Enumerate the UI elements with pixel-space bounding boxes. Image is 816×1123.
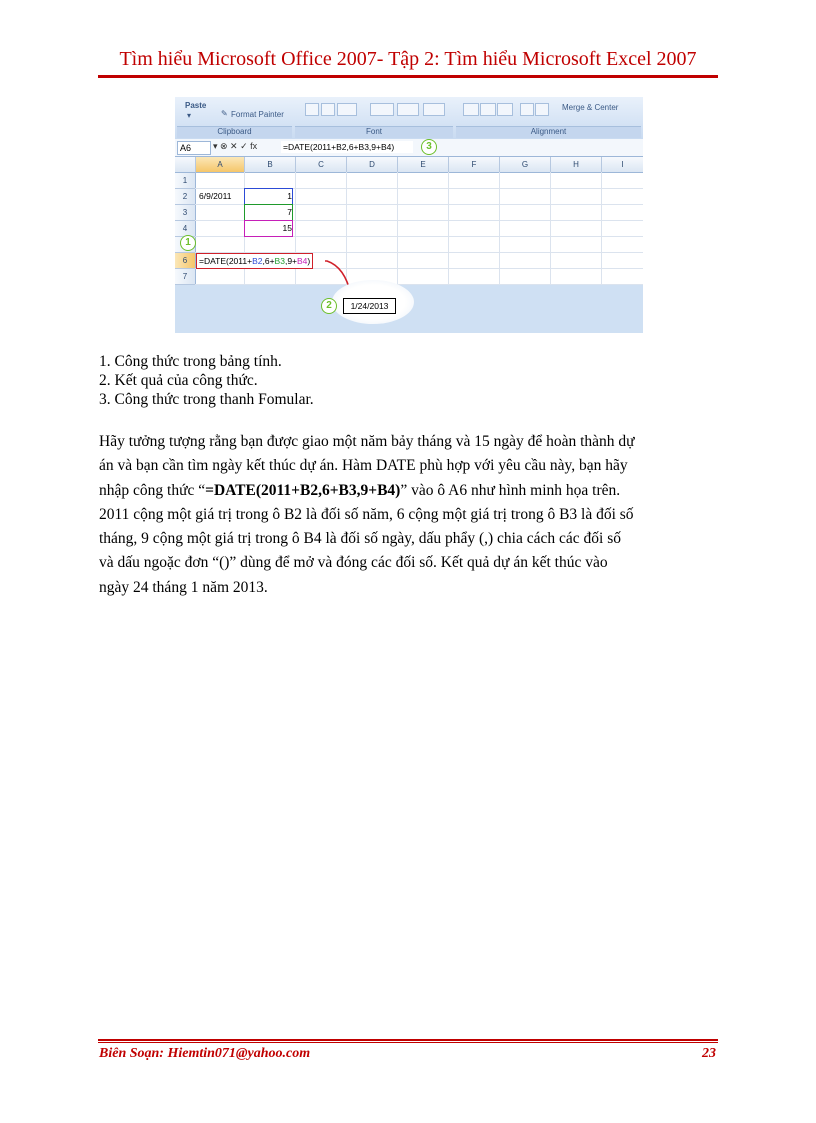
- paste-button[interactable]: Paste: [185, 101, 207, 110]
- row-header-3[interactable]: 3: [175, 205, 196, 221]
- paragraph-line: ngày 24 tháng 1 năm 2013.: [99, 578, 268, 596]
- column-header-c[interactable]: C: [296, 157, 347, 173]
- footer-divider: [98, 1039, 718, 1041]
- column-header-b[interactable]: B: [245, 157, 296, 173]
- page-header-title: Tìm hiểu Microsoft Office 2007- Tập 2: Tìm hiểu Microsoft Excel 2007: [119, 48, 697, 70]
- column-header-g[interactable]: G: [500, 157, 551, 173]
- caption-1: 1. Công thức trong bảng tính.: [99, 353, 282, 370]
- body-paragraph: [99, 430, 724, 600]
- formula-ref-b4: B4: [297, 256, 308, 266]
- cell-b4[interactable]: 15: [245, 221, 292, 236]
- cell-b3[interactable]: 7: [245, 205, 292, 220]
- column-header-d[interactable]: D: [347, 157, 398, 173]
- row-header-1[interactable]: 1: [175, 173, 196, 189]
- formula-suffix: ): [307, 256, 311, 266]
- row-header-4[interactable]: 4: [175, 221, 196, 237]
- paste-dropdown-icon[interactable]: ▾: [187, 111, 192, 120]
- font-group-label: Font: [295, 126, 453, 138]
- text-span: ” vào ô A6 như hình minh họa trên.: [400, 481, 621, 499]
- callout-3: 3: [421, 139, 437, 155]
- result-cell: 1/24/2013: [343, 298, 396, 314]
- formula-ref-b3: B3: [274, 256, 285, 266]
- clipboard-group-label: Clipboard: [177, 126, 292, 138]
- format-painter-icon[interactable]: ✎: [221, 109, 228, 118]
- row-header-6[interactable]: 6: [175, 253, 196, 269]
- caption-2: 2. Kết quả của công thức.: [99, 372, 258, 389]
- paragraph-line: án và bạn cần tìm ngày kết thúc dự án. Hàm DATE phù hợp với yêu cầu này, bạn hãy: [99, 457, 628, 475]
- alignment-group-label: Alignment: [456, 126, 641, 138]
- formula-sep-1: ,6+: [262, 256, 275, 266]
- row-header-7[interactable]: 7: [175, 269, 196, 285]
- formula-ref-b2: B2: [252, 256, 263, 266]
- column-header-f[interactable]: F: [449, 157, 500, 173]
- column-header-i[interactable]: I: [602, 157, 643, 173]
- paragraph-line: [99, 479, 724, 503]
- formula-bold: =DATE(2011+B2,6+B3,9+B4): [205, 481, 401, 499]
- row-header-2[interactable]: 2: [175, 189, 196, 205]
- format-painter-button[interactable]: Format Painter: [231, 110, 284, 119]
- formula-bar-icons[interactable]: ▾ ⊗ ✕ ✓ fx: [213, 141, 258, 151]
- column-header-h[interactable]: H: [551, 157, 602, 173]
- footer-divider-thin: [98, 1042, 718, 1043]
- paragraph-line: tháng, 9 cộng một giá trị trong ô B4 là đối số ngày, dấu phẩy (,) chia cách các đối số: [99, 530, 621, 548]
- formula-input[interactable]: =DATE(2011+B2,6+B3,9+B4): [281, 141, 413, 153]
- text-span: nhập công thức “: [99, 481, 206, 499]
- column-header-a[interactable]: A: [196, 157, 245, 173]
- excel-screenshot: [175, 97, 643, 333]
- merge-center-button[interactable]: Merge & Center: [562, 103, 619, 112]
- column-header-e[interactable]: E: [398, 157, 449, 173]
- paragraph-line: và dấu ngoặc đơn “()” dùng để mở và đóng các đối số. Kết quả dự án kết thúc vào: [99, 554, 608, 572]
- cell-a2[interactable]: 6/9/2011: [199, 191, 232, 201]
- footer-author: Biên Soạn: Hiemtin071@yahoo.com: [99, 1046, 311, 1061]
- page-number: 23: [702, 1046, 716, 1061]
- formula-sep-2: ,9+: [284, 256, 298, 266]
- header-divider: [98, 75, 718, 78]
- formula-prefix: =DATE(2011+: [199, 256, 253, 266]
- cell-b2[interactable]: 1: [245, 189, 292, 204]
- name-box[interactable]: A6: [177, 141, 211, 155]
- paragraph-line: 2011 cộng một giá trị trong ô B2 là đối số năm, 6 cộng một giá trị trong ô B3 là đối số: [99, 505, 634, 523]
- callout-2: 2: [321, 298, 337, 314]
- paragraph-line: Hãy tưởng tượng rằng bạn được giao một năm bảy tháng và 15 ngày để hoàn thành dự: [99, 433, 635, 450]
- caption-3: 3. Công thức trong thanh Fomular.: [99, 391, 314, 408]
- callout-1: 1: [180, 235, 196, 251]
